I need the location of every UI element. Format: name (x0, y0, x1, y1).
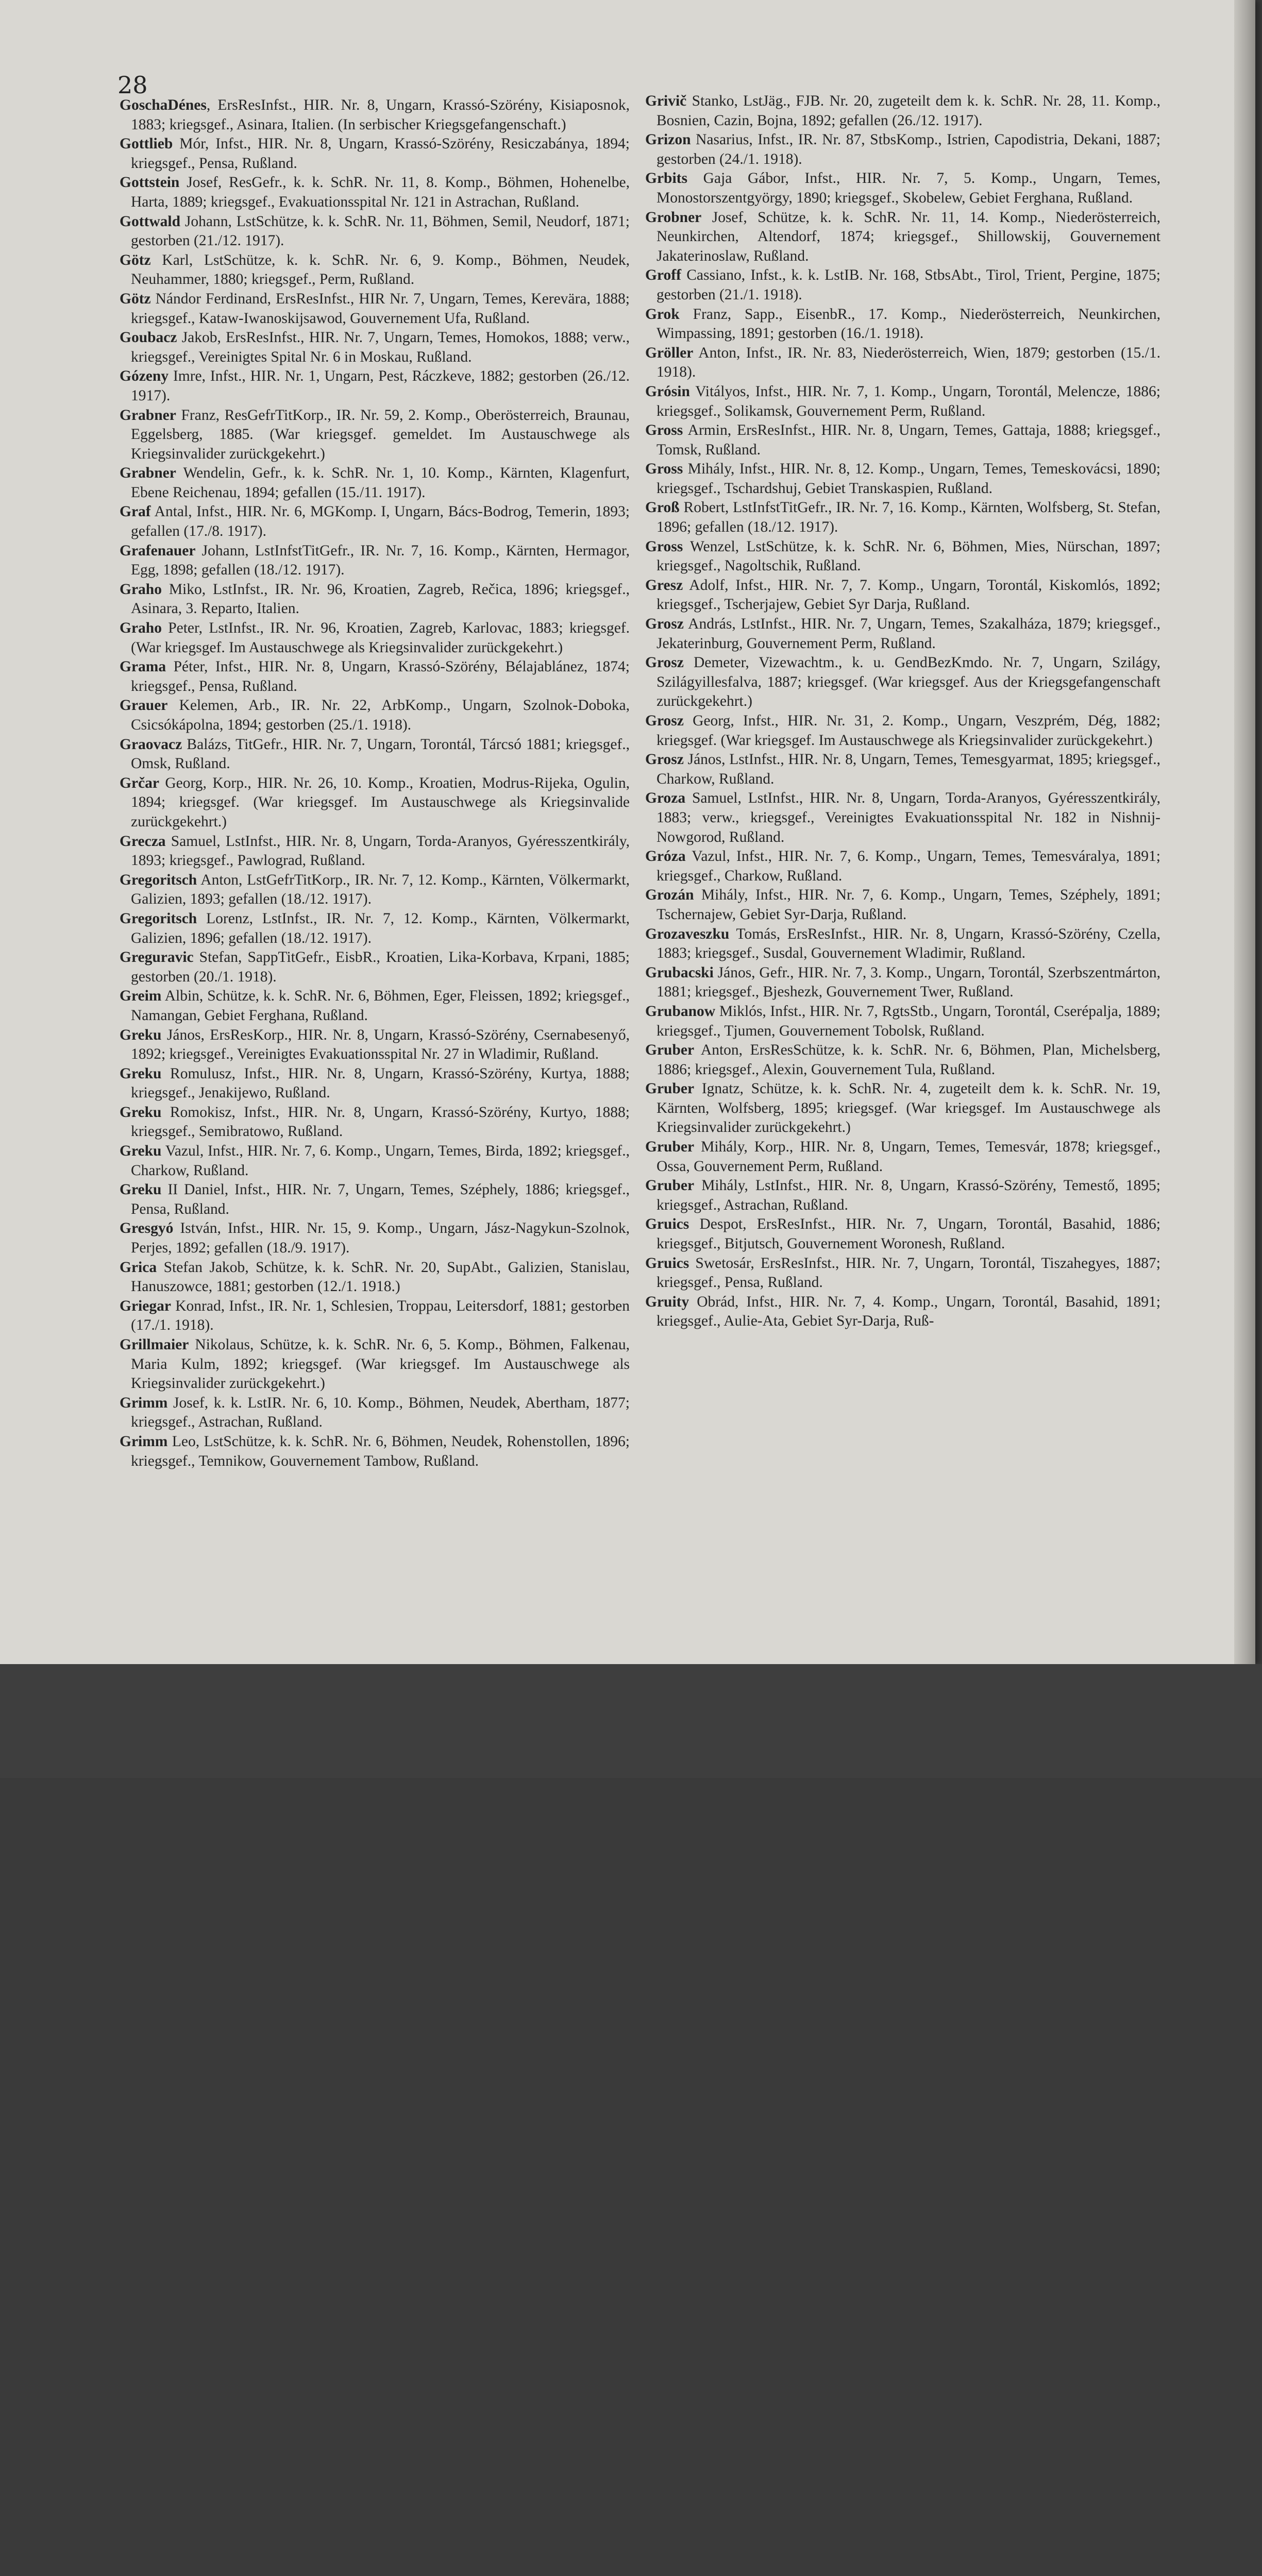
register-entry (645, 1254, 1160, 1293)
entry-surname: Groza (645, 790, 686, 807)
register-entry (120, 1432, 630, 1471)
register-entry (645, 750, 1160, 789)
page-edge (1234, 0, 1255, 1664)
entry-surname: Greku (120, 1065, 162, 1082)
register-entry (120, 328, 630, 367)
entry-details: Obrád, Infst., HIR. Nr. 7, 4. Komp., Ungarn, Torontál, Basahid, 1891; kriegsgef., Aulie-Ata, Gebiet Syr-Darja, Ruß- (657, 1293, 1160, 1330)
register-entry (120, 948, 630, 987)
register-entry (120, 134, 630, 173)
register-entry (120, 96, 630, 134)
entry-details: Anton, ErsResSchütze, k. k. SchR. Nr. 6, Böhmen, Plan, Michelsberg, 1886; kriegsgef., Alexin, Gouvernement Tula, Rußland. (657, 1042, 1160, 1078)
entry-details: János, Gefr., HIR. Nr. 7, 3. Komp., Ungarn, Torontál, Szerbszentmárton, 1881; kriegsgef., Bjeshezk, Gouvernement Twer, Rußland. (657, 964, 1160, 1001)
register-entry (645, 92, 1160, 130)
entry-surname: Gross (645, 422, 683, 439)
register-entry (645, 615, 1160, 653)
entry-surname: Gruics (645, 1255, 689, 1272)
register-entry (645, 1138, 1160, 1176)
entry-details: Anton, Infst., IR. Nr. 83, Niederösterreich, Wien, 1879; gestorben (15./1. 1918). (657, 344, 1160, 381)
entry-details: Nasarius, Infst., IR. Nr. 87, StbsKomp., Istrien, Capodistria, Dekani, 1887; gestorben (24./1. 1918). (657, 131, 1160, 167)
entry-surname: Greku (120, 1026, 162, 1043)
entry-details: Adolf, Infst., HIR. Nr. 7, 7. Komp., Ungarn, Torontál, Kiskomlós, 1892; kriegsgef., Tscherjajew, Gebiet Syr Darja, Rußland. (657, 577, 1160, 613)
entry-surname: Gruics (645, 1216, 689, 1233)
register-entry (120, 251, 630, 290)
entry-surname: Griegar (120, 1297, 171, 1314)
register-entry (645, 208, 1160, 266)
register-entry (645, 1215, 1160, 1253)
entry-details: Tomás, ErsResInfst., HIR. Nr. 8, Ungarn, Krassó-Szörény, Czella, 1883; kriegsgef., Susdal, Gouvernement Wladimir, Rußland. (657, 925, 1160, 962)
entry-surname: Gregoritsch (120, 910, 197, 927)
entry-details: Mihály, LstInfst., HIR. Nr. 8, Ungarn, Krassó-Szörény, Temestő, 1895; kriegsgef., Astrachan, Rußland. (657, 1177, 1160, 1213)
entry-details: Péter, Infst., HIR. Nr. 8, Ungarn, Krassó-Szörény, Bélajablánez, 1874; kriegsgef., Pensa, Rußland. (131, 658, 630, 694)
register-entry (645, 576, 1160, 615)
page-number: 28 (117, 71, 148, 99)
entry-details: Wenzel, LstSchütze, k. k. SchR. Nr. 6, Böhmen, Mies, Nürschan, 1897; kriegsgef., Nagoltschik, Rußland. (657, 538, 1160, 574)
entry-surname: Grillmaier (120, 1336, 189, 1353)
register-entry (120, 212, 630, 251)
register-entry (120, 657, 630, 696)
register-entry (120, 1394, 630, 1432)
entry-details: Josef, Schütze, k. k. SchR. Nr. 11, 14. Komp., Niederösterreich, Neunkirchen, Altendorf, 1874; kriegsgef., Shillowskij, Gouvernement Jakaterinoslaw, Rußland. (657, 209, 1160, 264)
entry-surname: Grafenauer (120, 542, 196, 559)
entry-surname: Grosz (645, 654, 684, 671)
register-entry (645, 711, 1160, 750)
entry-surname: GoschaDénes (120, 97, 207, 113)
register-entry (120, 367, 630, 405)
entry-surname: Gruber (645, 1139, 695, 1156)
entry-details: , ErsResInfst., HIR. Nr. 8, Ungarn, Krassó-Szörény, Kisiaposnok, 1883; kriegsgef., Asinara, Italien. (In serbischer Kriegsgefangenschaft.) (131, 97, 630, 133)
register-entry (645, 382, 1160, 421)
register-entry (645, 847, 1160, 886)
entry-surname: Götz (120, 251, 151, 268)
register-entry (645, 1002, 1160, 1041)
entry-details: Mihály, Infst., HIR. Nr. 8, 12. Komp., Ungarn, Temes, Temeskovácsi, 1890; kriegsgef., Tschardshuj, Gebiet Transkaspien, Rußland. (657, 461, 1160, 497)
entry-details: Romokisz, Infst., HIR. Nr. 8, Ungarn, Krassó-Szörény, Kurtyo, 1888; kriegsgef., Semibratowo, Rußland. (131, 1104, 630, 1140)
entry-details: Miko, LstInfst., IR. Nr. 96, Kroatien, Zagreb, Rečica, 1896; kriegsgef., Asinara, 3. Reparto, Italien. (131, 581, 630, 617)
entry-details: Wendelin, Gefr., k. k. SchR. Nr. 1, 10. Komp., Kärnten, Klagenfurt, Ebene Reichenau, 1894; gefallen (15./11. 1917). (131, 465, 630, 501)
entry-surname: Grimm (120, 1433, 168, 1450)
entry-surname: Grósin (645, 383, 690, 400)
entry-details: Armin, ErsResInfst., HIR. Nr. 8, Ungarn, Temes, Gattaja, 1888; kriegsgef., Tomsk, Rußland. (657, 422, 1160, 458)
entry-details: Mór, Infst., HIR. Nr. 8, Ungarn, Krassó-Szörény, Resiczabánya, 1894; kriegsgef., Pensa, Rußland. (131, 135, 630, 172)
register-entry (120, 832, 630, 871)
entry-surname: Graf (120, 503, 151, 520)
left-column (120, 96, 630, 1471)
register-entry (645, 1176, 1160, 1215)
entry-details: Despot, ErsResInfst., HIR. Nr. 7, Ungarn, Torontál, Basahid, 1886; kriegsgef., Bitjutsch, Gouvernement Woronesh, Rußland. (657, 1216, 1160, 1252)
register-entry (120, 580, 630, 619)
entry-surname: Gózeny (120, 368, 169, 385)
entry-surname: Gross (645, 538, 683, 555)
entry-surname: Grbits (645, 170, 687, 187)
register-entry (645, 1293, 1160, 1331)
register-entry (645, 653, 1160, 711)
register-entry (120, 735, 630, 774)
register-entry (120, 1297, 630, 1335)
register-entry (120, 696, 630, 735)
entry-surname: Grecza (120, 833, 166, 850)
entry-details: Anton, LstGefrTitKorp., IR. Nr. 7, 12. Komp., Kärnten, Völkermarkt, Galizien, 1893; gefallen (18./12. 1917). (131, 871, 630, 908)
entry-details: Josef, k. k. LstIR. Nr. 6, 10. Komp., Böhmen, Neudek, Abertham, 1877; kriegsgef., Astrachan, Rußland. (131, 1394, 630, 1431)
entry-surname: Grosz (645, 713, 684, 729)
entry-details: János, LstInfst., HIR. Nr. 8, Ungarn, Temes, Temesgyarmat, 1895; kriegsgef., Charkow, Rußland. (657, 751, 1160, 787)
register-entry (120, 290, 630, 328)
entry-details: Nándor Ferdinand, ErsResInfst., HIR Nr. 7, Ungarn, Temes, Kerevära, 1888; kriegsgef., Kataw-Iwanoskijsawod, Gouvernement Ufa, Rußland. (131, 290, 630, 327)
entry-surname: Grabner (120, 406, 176, 423)
entry-details: István, Infst., HIR. Nr. 15, 9. Komp., Ungarn, Jász-Nagykun-Szolnok, Perjes, 1892; gefallen (18./9. 1917). (131, 1220, 630, 1257)
entry-surname: Graho (120, 581, 162, 598)
entry-details: Robert, LstInfstTitGefr., IR. Nr. 7, 16. Komp., Kärnten, Wolfsberg, St. Stefan, 1896; gefallen (18./12. 1917). (657, 499, 1160, 536)
entry-surname: Groß (645, 499, 680, 516)
entry-details: Mihály, Korp., HIR. Nr. 8, Ungarn, Temes, Temesvár, 1878; kriegsgef., Ossa, Gouvernement Perm, Rußland. (657, 1139, 1160, 1175)
entry-surname: Gruber (645, 1042, 695, 1059)
entry-details: Vazul, Infst., HIR. Nr. 7, 6. Komp., Ungarn, Temes, Birda, 1892; kriegsgef., Charkow, Rußland. (131, 1143, 630, 1179)
register-entry (120, 1335, 630, 1394)
right-column (645, 92, 1160, 1331)
entry-details: András, LstInfst., HIR. Nr. 7, Ungarn, Temes, Szakalháza, 1879; kriegsgef., Jekaterinburg, Gouvernement Perm, Rußland. (657, 616, 1160, 652)
entry-surname: Grosz (645, 616, 684, 633)
register-entry (645, 130, 1160, 169)
register-entry (120, 1142, 630, 1180)
entry-surname: Gruber (645, 1080, 695, 1097)
register-entry (120, 1258, 630, 1297)
entry-surname: Grubanow (645, 1003, 716, 1020)
entry-details: Franz, Sapp., EisenbR., 17. Komp., Niederösterreich, Neunkirchen, Wimpassing, 1891; gestorben (16./1. 1918). (657, 306, 1160, 342)
entry-surname: Grubacski (645, 964, 714, 981)
entry-details: Miklós, Infst., HIR. Nr. 7, RgtsStb., Ungarn, Torontál, Cserépalja, 1889; kriegsgef., Tjumen, Gouvernement Tobolsk, Rußland. (657, 1003, 1160, 1039)
register-entry (120, 173, 630, 212)
entry-details: II Daniel, Infst., HIR. Nr. 7, Ungarn, Temes, Széphely, 1886; kriegsgef., Pensa, Rußland. (131, 1181, 630, 1217)
register-entry (120, 1064, 630, 1103)
entry-details: Albin, Schütze, k. k. SchR. Nr. 6, Böhmen, Eger, Fleissen, 1892; kriegsgef., Namangan, Gebiet Ferghana, Rußland. (131, 988, 630, 1024)
register-entry (120, 1180, 630, 1219)
entry-surname: Gróza (645, 848, 686, 865)
entry-surname: Gröller (645, 344, 694, 361)
entry-details: Gaja Gábor, Infst., HIR. Nr. 7, 5. Komp., Ungarn, Temes, Monostorszentgyörgy, 1890; kriegsgef., Skobelew, Gebiet Ferghana, Rußland. (657, 170, 1160, 206)
entry-surname: Grama (120, 658, 166, 675)
entry-surname: Greku (120, 1181, 162, 1198)
register-entry (120, 909, 630, 948)
entry-surname: Grozán (645, 887, 694, 904)
entry-surname: Groff (645, 267, 681, 284)
entry-details: Mihály, Infst., HIR. Nr. 7, 6. Komp., Ungarn, Temes, Széphely, 1891; Tschernajew, Gebiet Syr-Darja, Rußland. (657, 887, 1160, 923)
entry-details: Leo, LstSchütze, k. k. SchR. Nr. 6, Böhmen, Neudek, Rohenstollen, 1896; kriegsgef., Temnikow, Gouvernement Tambow, Rußland. (131, 1433, 630, 1469)
register-entry (645, 1041, 1160, 1079)
register-entry (120, 774, 630, 832)
entry-surname: Graovacz (120, 736, 182, 753)
entry-surname: Gottwald (120, 213, 180, 230)
entry-details: Imre, Infst., HIR. Nr. 1, Ungarn, Pest, Ráczkeve, 1882; gestorben (26./12. 1917). (131, 368, 630, 404)
entry-details: Swetosár, ErsResInfst., HIR. Nr. 7, Ungarn, Torontál, Tiszahegyes, 1887; kriegsgef., Pensa, Rußland. (657, 1255, 1160, 1291)
entry-surname: Grok (645, 306, 680, 323)
entry-details: Georg, Korp., HIR. Nr. 26, 10. Komp., Kroatien, Modrus-Rijeka, Ogulin, 1894; kriegsgef. (War kriegsgef. Im Austauschwege als Kriegsinvalide zurückgekehrt.) (131, 774, 630, 830)
entry-surname: Goubacz (120, 329, 177, 346)
entry-surname: Grčar (120, 774, 159, 791)
entry-details: Samuel, LstInfst., HIR. Nr. 8, Ungarn, Torda-Aranyos, Gyéresszentkirály, 1883; verw., kriegsgef., Vereinigtes Evakuationsspital Nr. 182 in Nishnij-Nowgorod, Rußland. (657, 790, 1160, 845)
register-entry (645, 963, 1160, 1002)
register-entry (645, 498, 1160, 537)
entry-surname: Gottlieb (120, 135, 173, 152)
entry-surname: Grica (120, 1259, 157, 1276)
entry-details: Demeter, Vizewachtm., k. u. GendBezKmdo. Nr. 7, Ungarn, Szilágy, Szilágyillesfalva, 1887; kriegsgef. (War kriegsgef. Aus der Kriegsgefangenschaft zurückgekehrt.) (657, 654, 1160, 710)
entry-surname: Grabner (120, 465, 176, 482)
register-entry (120, 502, 630, 541)
entry-surname: Grivič (645, 93, 687, 109)
register-entry (120, 464, 630, 502)
entry-surname: Götz (120, 290, 151, 307)
entry-details: Peter, LstInfst., IR. Nr. 96, Kroatien, Zagreb, Karlovac, 1883; kriegsgef. (War kriegsgef. Im Austauschwege als Kriegsinvalider zurückgekehrt.) (131, 620, 630, 656)
entry-details: Georg, Infst., HIR. Nr. 31, 2. Komp., Ungarn, Veszprém, Dég, 1882; kriegsgef. (War kriegsgef. Im Austauschwege als Kriegsinvalider zurückgekehrt.) (657, 713, 1160, 749)
entry-surname: Gruity (645, 1293, 689, 1310)
entry-details: Cassiano, Infst., k. k. LstIB. Nr. 168, StbsAbt., Tirol, Trient, Pergine, 1875; gestorben (21./1. 1918). (657, 267, 1160, 303)
entry-surname: Gresz (645, 577, 683, 594)
entry-details: Stefan, SappTitGefr., EisbR., Kroatien, Lika-Korbava, Krpani, 1885; gestorben (20./1. 1918). (131, 949, 630, 985)
entry-surname: Gresgyó (120, 1220, 174, 1237)
entry-details: Balázs, TitGefr., HIR. Nr. 7, Ungarn, Torontál, Tárcsó 1881; kriegsgef., Omsk, Rußland. (131, 736, 630, 772)
register-entry (120, 871, 630, 909)
entry-details: Vazul, Infst., HIR. Nr. 7, 6. Komp., Ungarn, Temes, Temesváralya, 1891; kriegsgef., Charkow, Rußland. (657, 848, 1160, 884)
register-entry (645, 460, 1160, 498)
entry-surname: Gottstein (120, 174, 180, 191)
entry-details: Stefan Jakob, Schütze, k. k. SchR. Nr. 20, SupAbt., Galizien, Stanislau, Hanuszowce, 1881; gestorben (12./1. 1918.) (131, 1259, 630, 1295)
entry-surname: Grizon (645, 131, 691, 148)
entry-surname: Greku (120, 1104, 162, 1121)
register-entry (120, 541, 630, 580)
entry-details: Romulusz, Infst., HIR. Nr. 8, Ungarn, Krassó-Szörény, Kurtya, 1888; kriegsgef., Jenakijewo, Rußland. (131, 1065, 630, 1101)
entry-surname: Grauer (120, 697, 168, 714)
register-entry (645, 266, 1160, 304)
register-entry (645, 421, 1160, 460)
register-entry (120, 406, 630, 464)
register-entry (645, 1079, 1160, 1138)
entry-surname: Gross (645, 461, 683, 478)
entry-surname: Grosz (645, 751, 684, 768)
register-entry (645, 925, 1160, 963)
entry-details: Johann, LstInfstTitGefr., IR. Nr. 7, 16. Komp., Kärnten, Hermagor, Egg, 1898; gefallen (18./12. 1917). (131, 542, 630, 579)
entry-details: Kelemen, Arb., IR. Nr. 22, ArbKomp., Ungarn, Szolnok-Doboka, Csicsókápolna, 1894; gestorben (25./1. 1918). (131, 697, 630, 733)
entry-details: Antal, Infst., HIR. Nr. 6, MGKomp. I, Ungarn, Bács-Bodrog, Temerin, 1893; gefallen (17./8. 1917). (131, 503, 630, 540)
register-entry (645, 789, 1160, 847)
register-entry (120, 1103, 630, 1142)
entry-surname: Graho (120, 620, 162, 637)
register-entry (645, 305, 1160, 344)
entry-details: Stanko, LstJäg., FJB. Nr. 20, zugeteilt dem k. k. SchR. Nr. 28, 11. Komp., Bosnien, Cazin, Bojna, 1892; gefallen (26./12. 1917). (657, 93, 1160, 129)
entry-surname: Grobner (645, 209, 702, 226)
entry-details: Josef, ResGefr., k. k. SchR. Nr. 11, 8. Komp., Böhmen, Hohenelbe, Harta, 1889; kriegsgef., Evakuationsspital Nr. 121 in Astrachan, Rußland. (131, 174, 630, 210)
entry-surname: Greguravic (120, 949, 194, 966)
entry-details: Samuel, LstInfst., HIR. Nr. 8, Ungarn, Torda-Aranyos, Gyéresszentkirály, 1893; kriegsgef., Pawlograd, Rußland. (131, 833, 630, 869)
register-entry (645, 537, 1160, 576)
entry-details: Ignatz, Schütze, k. k. SchR. Nr. 4, zugeteilt dem k. k. SchR. Nr. 19, Kärnten, Wolfsberg, 1895; kriegsgef. (War kriegsgef. Im Austauschwege als Kriegsinvalider zurückgekehrt.) (657, 1080, 1160, 1136)
register-entry (645, 169, 1160, 208)
entry-details: Nikolaus, Schütze, k. k. SchR. Nr. 6, 5. Komp., Böhmen, Falkenau, Maria Kulm, 1892; kriegsgef. (War kriegsgef. Im Austauschwege als Kriegsinvalider zurückgekehrt.) (131, 1336, 630, 1392)
entry-surname: Greim (120, 988, 162, 1005)
register-entry (645, 344, 1160, 382)
register-entry (120, 1026, 630, 1064)
register-entry (645, 886, 1160, 924)
entry-details: Vitályos, Infst., HIR. Nr. 7, 1. Komp., Ungarn, Torontál, Melencze, 1886; kriegsgef., Solikamsk, Gouvernement Perm, Rußland. (657, 383, 1160, 419)
entry-details: Lorenz, LstInfst., IR. Nr. 7, 12. Komp., Kärnten, Völkermarkt, Galizien, 1896; gefallen (18./12. 1917). (131, 910, 630, 946)
entry-surname: Gregoritsch (120, 871, 197, 888)
entry-details: János, ErsResKorp., HIR. Nr. 8, Ungarn, Krassó-Szörény, Csernabesenyő, 1892; kriegsgef., Vereinigtes Evakuationsspital Nr. 27 in Wladimir, Rußland. (131, 1026, 630, 1063)
entry-surname: Greku (120, 1143, 162, 1160)
entry-details: Johann, LstSchütze, k. k. SchR. Nr. 11, Böhmen, Semil, Neudorf, 1871; gestorben (21./12. 1917). (131, 213, 630, 249)
register-entry (120, 1219, 630, 1258)
entry-surname: Grimm (120, 1394, 168, 1411)
entry-surname: Grozaveszku (645, 925, 730, 942)
entry-details: Franz, ResGefrTitKorp., IR. Nr. 59, 2. Komp., Oberösterreich, Braunau, Eggelsberg, 1885. (War kriegsgef. gemeldet. Im Austauschwege als Kriegsinvalider zurückgekehrt.) (131, 406, 630, 462)
entry-details: Jakob, ErsResInfst., HIR. Nr. 7, Ungarn, Temes, Homokos, 1888; verw., kriegsgef., Vereinigtes Spital Nr. 6 in Moskau, Rußland. (131, 329, 630, 365)
register-entry (120, 619, 630, 657)
entry-surname: Gruber (645, 1177, 695, 1194)
entry-details: Konrad, Infst., IR. Nr. 1, Schlesien, Troppau, Leitersdorf, 1881; gestorben (17./1. 1918). (131, 1297, 630, 1334)
register-entry (120, 987, 630, 1025)
viewer-footer (0, 1664, 1262, 1778)
entry-details: Karl, LstSchütze, k. k. SchR. Nr. 6, 9. Komp., Böhmen, Neudek, Neuhammer, 1880; kriegsgef., Perm, Rußland. (131, 251, 630, 288)
